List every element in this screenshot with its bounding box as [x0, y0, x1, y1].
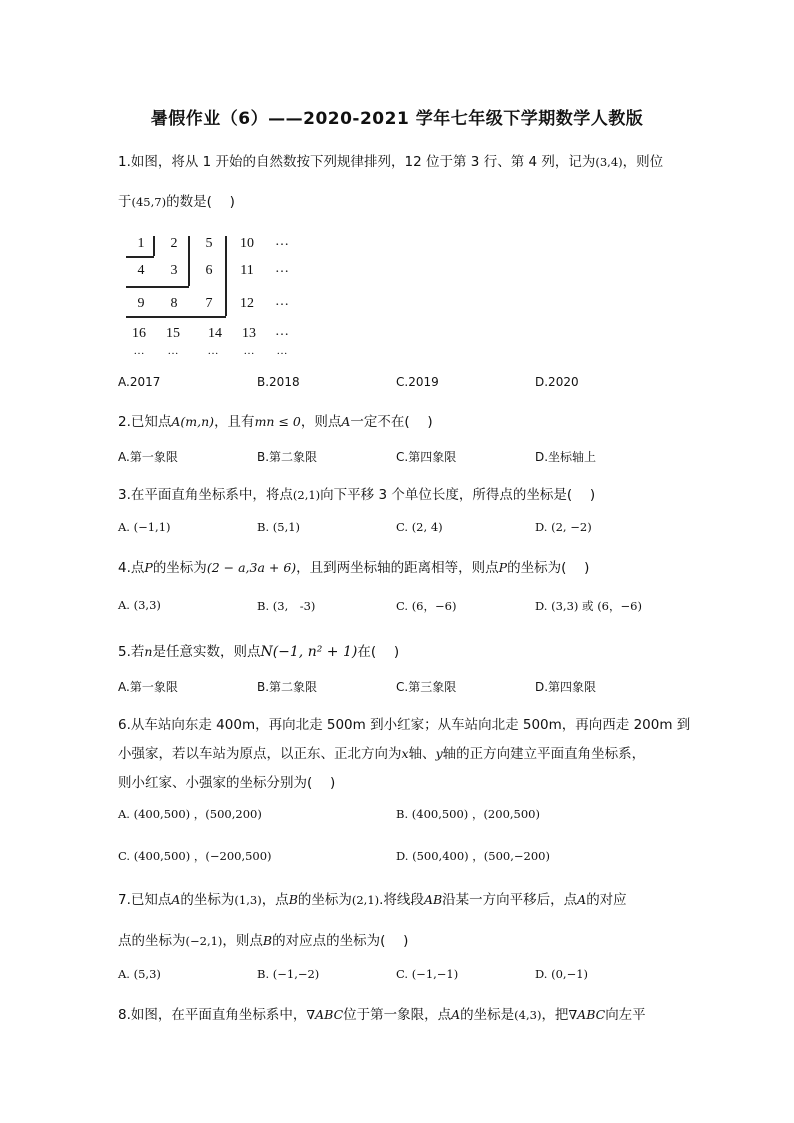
q4-point-p: P: [144, 560, 153, 575]
grid-cell: 7: [205, 296, 213, 311]
q7-text-i: ，则点: [222, 933, 263, 949]
q3-text-a: 3.在平面直角坐标系中，将点: [118, 487, 293, 503]
q7-text-a: 7.已知点: [118, 892, 172, 908]
q1-text-a: 1.如图，将从 1 开始的自然数按下列规律排列，12 位于第 3 行、第 4 列，记为: [118, 154, 596, 170]
q1-coord-3-4: (3,4): [595, 155, 623, 169]
q8-coord: (4,3): [514, 1008, 542, 1022]
q2-condition: mn ≤ 0: [254, 414, 301, 429]
question-8: [118, 1003, 646, 1023]
q3-option-d[interactable]: D. (2, −2): [535, 520, 592, 534]
q7-option-a[interactable]: A. (5,3): [118, 967, 161, 981]
grid-cell: 13: [242, 326, 256, 341]
grid-cell: 9: [137, 296, 145, 311]
grid-line: [188, 236, 190, 286]
grid-cell: …: [167, 345, 179, 357]
grid-line: [126, 256, 154, 258]
question-4: [118, 556, 589, 576]
q4-option-c[interactable]: C. (6，−6): [396, 599, 457, 613]
q3-text-b: 向下平移 3 个单位长度，所得点的坐标是( ): [320, 487, 596, 503]
q4-text-b: 的坐标为: [152, 560, 207, 576]
q2-option-a[interactable]: A.第一象限: [118, 450, 178, 464]
q7-point-a-2: A: [577, 892, 587, 907]
grid-cell: 6: [205, 263, 213, 278]
q8-text-a: 8.如图，在平面直角坐标系中，: [118, 1007, 307, 1023]
grid-cell: 12: [240, 296, 254, 311]
q6-text-c: 轴的正方向建立平面直角坐标系，: [442, 746, 646, 762]
grid-cell: 16: [132, 326, 146, 341]
q1-text-d: 的数是( ): [166, 194, 235, 210]
grid-cell: 1: [137, 236, 145, 251]
q6-var-y: y: [435, 746, 443, 761]
q5-option-c[interactable]: C.第三象限: [396, 680, 457, 694]
q7-coord-a-new: (−2,1): [185, 934, 223, 948]
q8-text-c: 的坐标是: [460, 1007, 515, 1023]
q7-text-g: 的对应: [586, 892, 627, 908]
q7-point-a: A: [171, 892, 181, 907]
q2-text-c: ，则点: [300, 414, 342, 430]
q5-text-c: 在( ): [357, 644, 400, 660]
question-2: [118, 410, 433, 430]
q5-option-d[interactable]: D.第四象限: [535, 680, 597, 694]
question-6-line-3: 则小红家、小强家的坐标分别为( ): [118, 775, 336, 791]
question-5: [118, 640, 399, 660]
q1-option-d[interactable]: D.2020: [535, 375, 579, 389]
q7-text-d: 的坐标为: [297, 892, 352, 908]
q7-text-c: ，点: [261, 892, 289, 908]
q7-coord-b: (2,1): [351, 893, 380, 907]
q8-point-a: A: [451, 1007, 461, 1022]
q6-option-c[interactable]: C. (400,500) ，(−200,500): [118, 849, 272, 863]
grid-cell: 11: [240, 263, 254, 278]
q2-text-b: ，且有: [214, 414, 255, 430]
grid-cell: 5: [205, 236, 213, 251]
number-grid-figure: [118, 228, 308, 363]
q8-text-e: 向左平: [605, 1007, 646, 1023]
q5-text-b: 是任意实数，则点: [152, 644, 261, 660]
q4-text-c: ，且到两坐标轴的距离相等，则点: [296, 560, 499, 576]
q7-text-f: 沿某一方向平移后，点: [442, 892, 578, 908]
q8-text-b: 位于第一象限，点: [343, 1007, 452, 1023]
q3-option-b[interactable]: B. (5,1): [257, 520, 301, 534]
q6-text-b: 轴、: [408, 746, 436, 762]
q7-text-e: .将线段: [379, 892, 424, 908]
q7-coord-a: (1,3): [234, 893, 262, 907]
grid-cell: …: [207, 345, 219, 357]
grid-cell: …: [276, 345, 288, 357]
q6-option-d[interactable]: D. (500,400) ，(500,−200): [396, 849, 550, 863]
grid-cell: 2: [170, 236, 178, 251]
q3-point: (2,1): [292, 488, 321, 502]
grid-line: [153, 236, 155, 256]
grid-cell: …: [275, 324, 289, 339]
question-1-line-1: [118, 150, 663, 170]
q4-text-a: 4.点: [118, 560, 145, 576]
q7-option-c[interactable]: C. (−1,−1): [396, 967, 459, 981]
q2-point-label: A: [341, 414, 351, 429]
q5-option-b[interactable]: B.第二象限: [257, 680, 318, 694]
grid-cell: 10: [240, 236, 254, 251]
question-1-line-2: [118, 190, 235, 210]
q1-option-c[interactable]: C.2019: [396, 375, 439, 389]
grid-cell: …: [275, 261, 289, 276]
page-title: 暑假作业（6）——2020-2021 学年七年级下学期数学人教版: [150, 109, 644, 129]
q7-text-h: 点的坐标为: [118, 933, 186, 949]
q4-text-d: 的坐标为( ): [507, 560, 590, 576]
q5-var-n: n: [144, 644, 153, 659]
grid-cell: …: [243, 345, 255, 357]
q3-option-a[interactable]: A. (−1,1): [118, 520, 171, 534]
q7-segment-ab: AB: [423, 892, 443, 907]
q4-coord: (2 − a,3a + 6): [206, 560, 297, 575]
q4-option-b[interactable]: B. (3, -3): [257, 599, 316, 613]
q7-point-b-2: B: [262, 933, 273, 948]
q1-text-c: 于: [118, 194, 132, 210]
question-7-line-1: [118, 888, 627, 908]
question-7-line-2: [118, 929, 408, 949]
q7-point-b: B: [288, 892, 298, 907]
q6-var-x: x: [401, 746, 409, 761]
q7-option-d[interactable]: D. (0,−1): [535, 967, 589, 981]
q5-option-a[interactable]: A.第一象限: [118, 680, 178, 694]
q2-point-a: A(m,n): [171, 414, 215, 429]
grid-line: [126, 286, 189, 288]
question-6-line-1: 6.从车站向东走 400m，再向北走 500m 到小红家；从车站向北走 500m，再向西走 200m 到: [118, 717, 691, 733]
q7-text-j: 的对应点的坐标为( ): [272, 933, 409, 949]
q2-option-b[interactable]: B.第二象限: [257, 450, 318, 464]
q7-text-b: 的坐标为: [180, 892, 235, 908]
q1-option-b[interactable]: B.2018: [257, 375, 300, 389]
grid-line: [126, 316, 226, 318]
q8-triangle: ∇ABC: [306, 1007, 344, 1022]
grid-cell: …: [275, 294, 289, 309]
q4-option-a[interactable]: A. (3,3): [118, 598, 161, 612]
question-6-line-2: [118, 742, 645, 762]
q2-text-d: 一定不在( ): [350, 414, 433, 430]
q4-option-d[interactable]: D. (3,3) 或 (6，−6): [535, 599, 642, 613]
grid-cell: …: [133, 345, 145, 357]
question-3: [118, 483, 595, 503]
grid-cell: 8: [170, 296, 178, 311]
q5-point-n: N(−1, n² + 1): [260, 644, 358, 660]
q6-option-a[interactable]: A. (400,500) ，(500,200): [118, 807, 262, 821]
grid-cell: 3: [170, 263, 178, 278]
q8-triangle-2: ∇ABC: [568, 1007, 606, 1022]
q2-text-a: 2.已知点: [118, 414, 172, 430]
q5-text-a: 5.若: [118, 644, 145, 660]
q2-option-d[interactable]: D.坐标轴上: [535, 450, 597, 464]
grid-cell: …: [275, 234, 289, 249]
q2-option-c[interactable]: C.第四象限: [396, 450, 457, 464]
grid-cell: 15: [166, 326, 180, 341]
q7-option-b[interactable]: B. (−1,−2): [257, 967, 320, 981]
grid-line: [225, 236, 227, 316]
q3-option-c[interactable]: C. (2, 4): [396, 520, 443, 534]
q1-coord-45-7: (45,7): [131, 195, 167, 209]
q1-text-b: ，则位: [622, 154, 664, 170]
q6-option-b[interactable]: B. (400,500) ，(200,500): [396, 807, 540, 821]
q8-text-d: ，把: [541, 1007, 569, 1023]
grid-cell: 14: [208, 326, 222, 341]
q4-point-p-2: P: [498, 560, 508, 575]
grid-cell: 4: [137, 263, 145, 278]
q6-text-a: 小强家，若以车站为原点，以正东、正北方向为: [118, 746, 402, 762]
q1-option-a[interactable]: A.2017: [118, 375, 161, 389]
